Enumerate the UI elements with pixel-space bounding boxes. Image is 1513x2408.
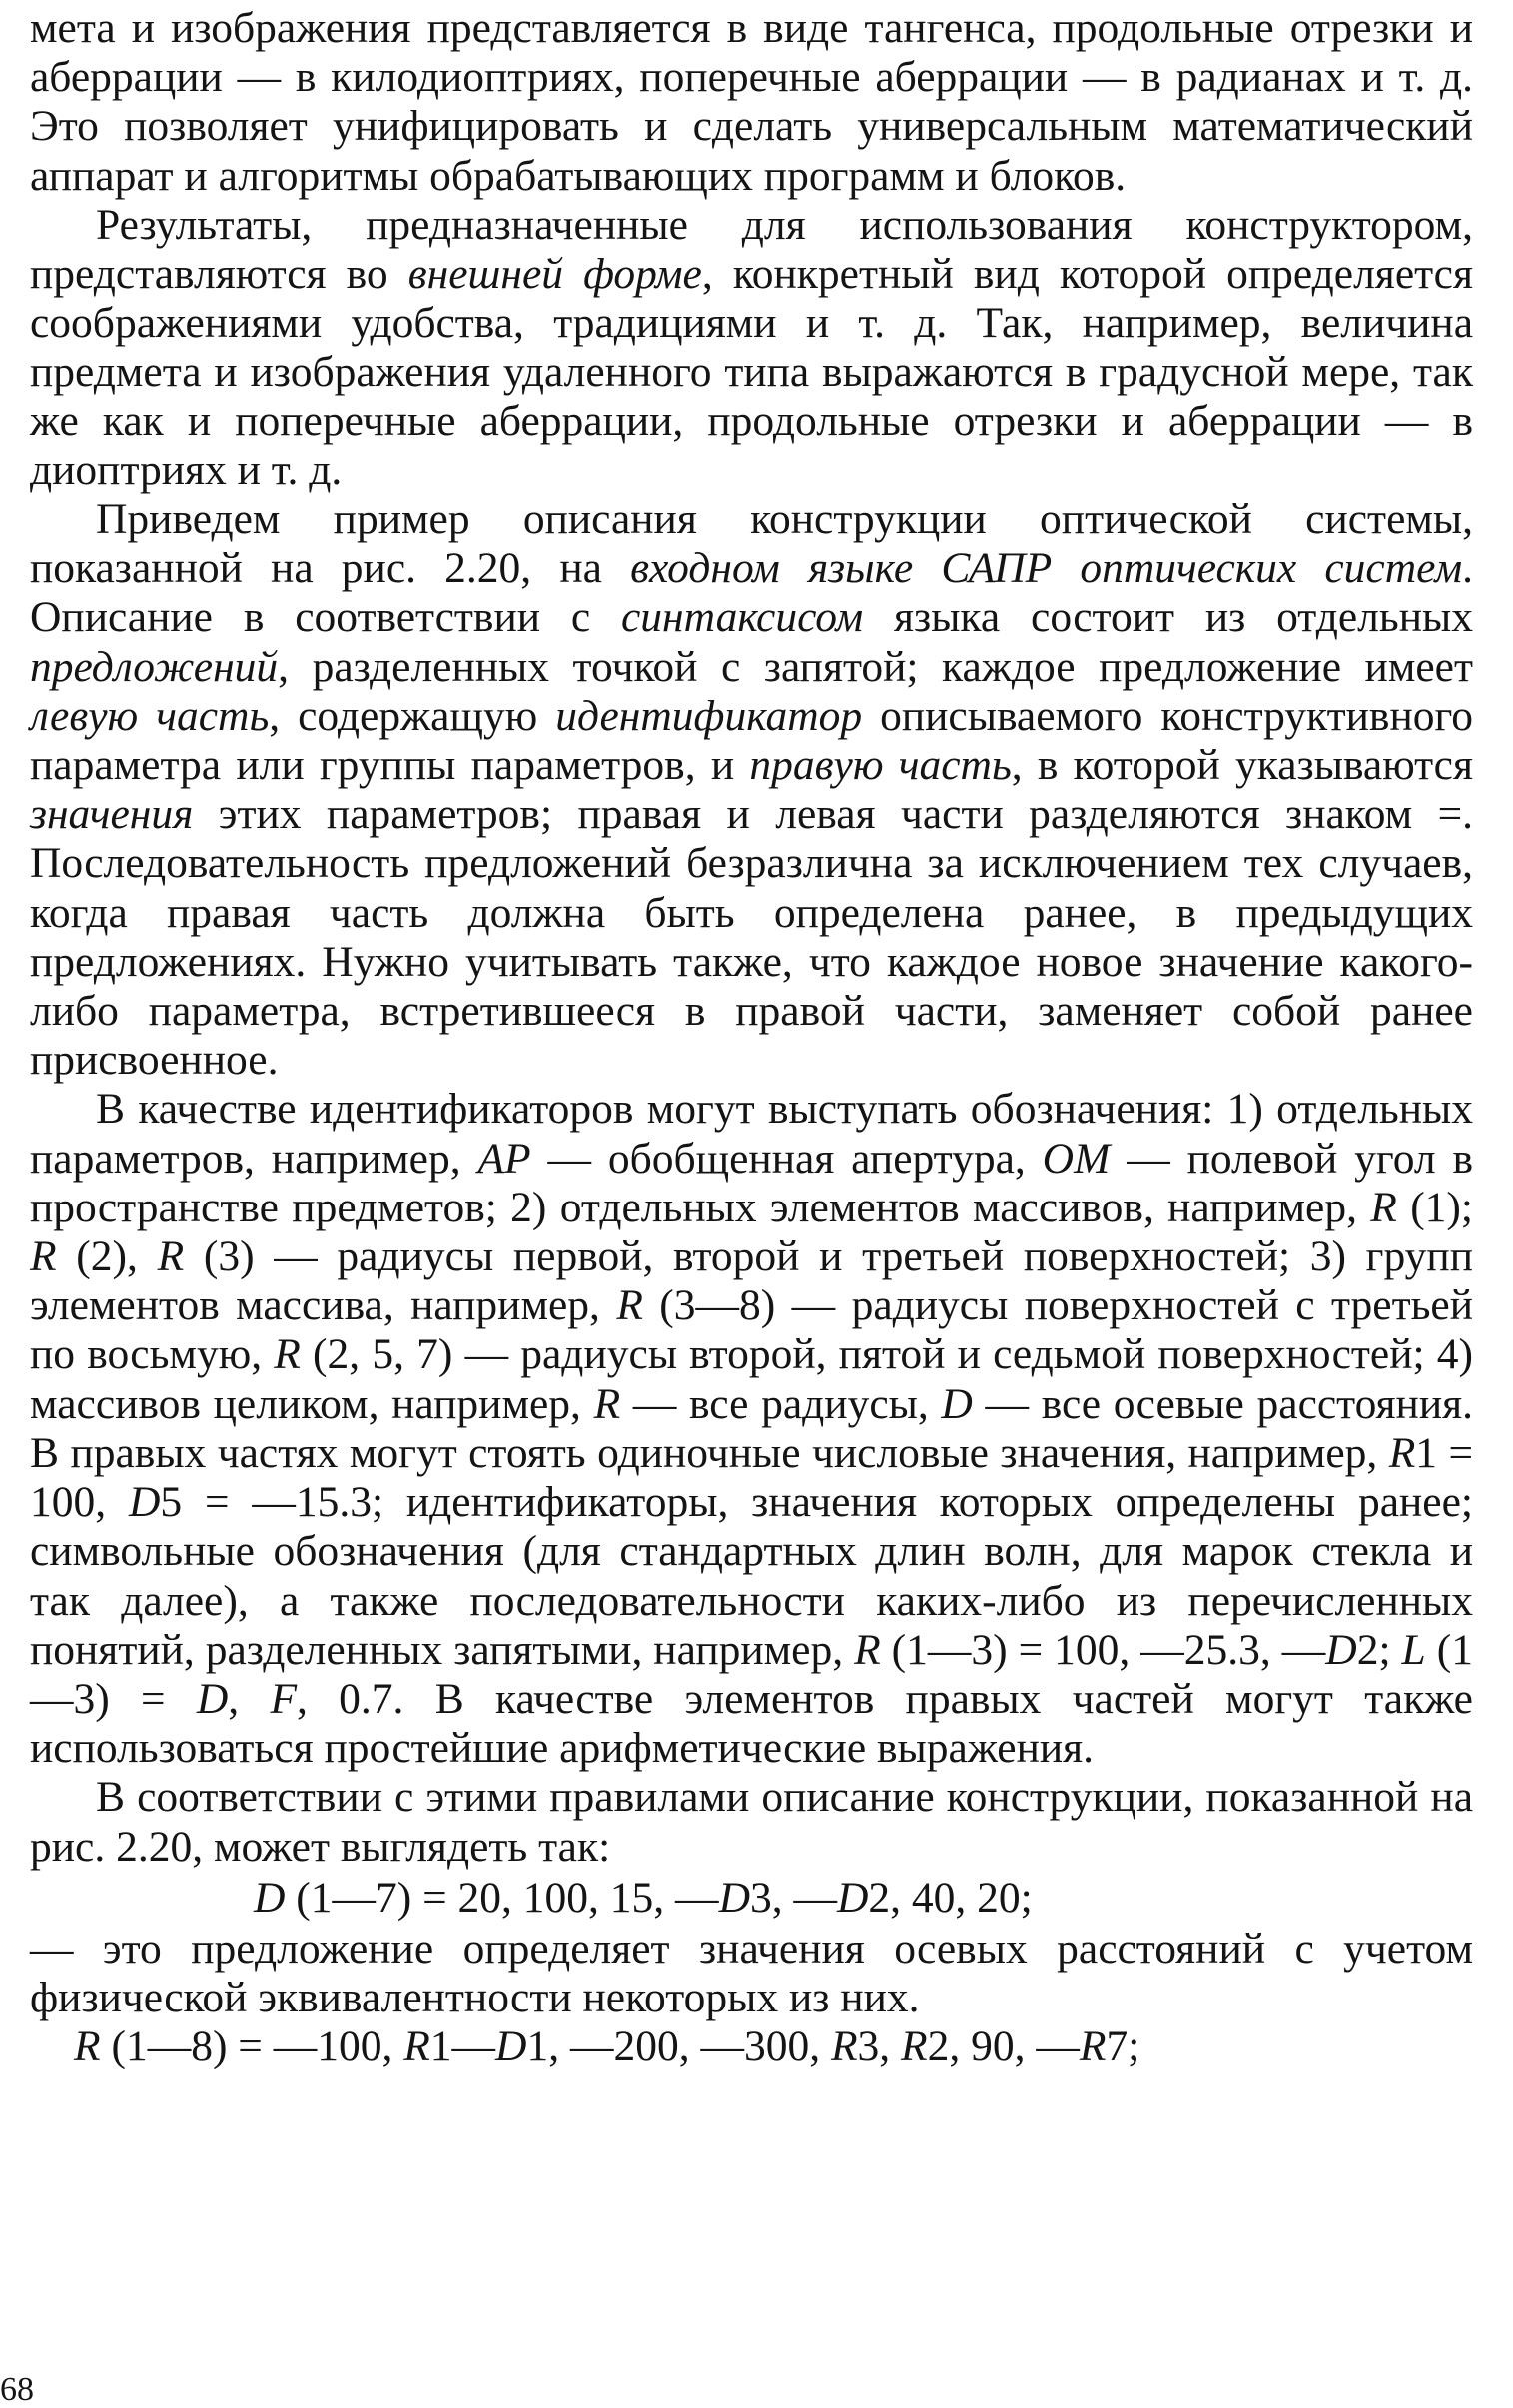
text-run: (3) — радиусы первой, второй и третьей поверхностей; 3) групп элементов массива, например, — [30, 1232, 1473, 1330]
text-run: (3—8) — радиусы поверхностей с третьей по восьмую, — [30, 1281, 1473, 1379]
formula-line — [30, 2022, 1473, 2071]
text-run: , разделенных точкой с запятой; каждое предложение имеет — [278, 642, 1473, 691]
italic-term: R — [854, 1625, 881, 1674]
italic-term: идентификатор — [555, 691, 863, 740]
italic-term: R — [30, 1232, 57, 1281]
italic-term: R — [1388, 1428, 1416, 1477]
italic-term: R — [1370, 1183, 1397, 1231]
text-run: этих параметров; правая и левая части разделяются знаком =. Последовательность предложений безразлична за исключением тех случаев, когда правая часть должна быть определена ранее, в предыдущих предложениях. Нужно учитывать также, что каждое новое значение какого-либо параметра, встретившееся в правой части, заменяет собой ранее присвоенное. — [30, 790, 1473, 1085]
text-run: языка состоит из отдельных — [863, 593, 1473, 642]
text-run: (1—3) = — [30, 1625, 1473, 1723]
text-run: , конкретный вид которой определяется соображениями удобства, традициями и т. д. Так, например, величина предмета и изображения удаленного типа выражаются в градусной мере, так же как и поперечные аберрации, продольные отрезки и аберрации — в диоптриях и т. д. — [30, 250, 1473, 494]
italic-term: AP — [477, 1134, 531, 1183]
text-run: 3, — — [749, 1873, 837, 1922]
text-run: 1— — [429, 2022, 496, 2071]
text-run: (2, 5, 7) — радиусы второй, пятой и седьмой поверхностей; 4) массивов целиком, например, — [30, 1330, 1473, 1428]
italic-term: R — [74, 2022, 101, 2071]
body-paragraph — [30, 1925, 1473, 2022]
text-run: 3, — [857, 2022, 902, 2071]
italic-term: R — [403, 2022, 430, 2071]
text-run: , в которой указываются — [1011, 741, 1473, 790]
text-run: (1—8) = —100, — [100, 2022, 404, 2071]
formula-line — [30, 1874, 1473, 1923]
text-run: 2, 90, — — [927, 2022, 1080, 2071]
italic-term: OM — [1042, 1134, 1111, 1183]
body-paragraph — [30, 4, 1473, 201]
italic-term: значения — [30, 790, 194, 839]
text-run: , содержащую — [269, 691, 556, 740]
italic-term: D — [836, 1873, 869, 1922]
text-run: 2; — [1356, 1625, 1402, 1674]
text-run: , — [228, 1674, 271, 1723]
italic-term: предложений — [30, 642, 279, 691]
text-run: Приведем пример описания конструкции оптической системы, показанной на рис. 2.20, на — [30, 495, 1473, 593]
italic-term: D — [1325, 1625, 1357, 1674]
italic-term: D — [718, 1873, 750, 1922]
body-paragraph — [30, 1773, 1473, 1871]
italic-term: левую часть — [30, 691, 270, 740]
text-run: (1); — [1396, 1183, 1473, 1231]
text-run: В соответствии с этими правилами описание конструкции, показанной на рис. 2.20, может выглядеть так: — [30, 1773, 1473, 1871]
italic-term: внешней форме — [407, 250, 702, 299]
page-text — [30, 4, 1473, 2072]
body-paragraph — [30, 201, 1473, 495]
italic-term: синтаксисом — [621, 593, 864, 642]
text-run: — полевой угол в пространстве предметов; 2) отдельных элементов массивов, например, — [30, 1134, 1473, 1231]
text-run: (1—7) = 20, 100, 15, — — [285, 1873, 719, 1922]
italic-term: R — [593, 1379, 621, 1428]
italic-term: D — [128, 1478, 161, 1527]
text-run: (1—3) = 100, —25.3, — — [880, 1625, 1326, 1674]
italic-term: R — [830, 2022, 858, 2071]
italic-term: R — [616, 1281, 643, 1330]
text-run: (2), — [56, 1232, 158, 1281]
text-run: Результаты, предназначенные для использования конструктором, представляются во — [30, 200, 1473, 299]
text-run: — все радиусы, — [620, 1379, 942, 1428]
text-run: 1 = 100, — [30, 1428, 1473, 1527]
body-paragraph — [30, 495, 1473, 1085]
italic-term: L — [1401, 1625, 1426, 1674]
text-run: — это предложение определяет значения осевых расстояний с учетом физической эквивалентности некоторых из них. — [30, 1924, 1473, 2022]
italic-term: входном языке САПР оптических систем — [630, 544, 1463, 593]
page-number: 68 — [0, 2371, 34, 2408]
text-run: 5 = —15.3; идентификаторы, значения которых определены ранее; символьные обозначения (для стандартных длин волн, для марок стекла и так далее), а также последовательности каких-либо из перечисленных понятий, разделенных запятыми, например, — [30, 1478, 1474, 1674]
text-run: 1, —200, —300, — [526, 2022, 831, 2071]
text-run: 2, 40, 20; — [868, 1873, 1033, 1922]
text-run: — все осевые расстояния. В правых частях могут стоять одиночные числовые значения, например, — [30, 1379, 1473, 1477]
italic-term: F — [270, 1674, 298, 1723]
text-run: мета и изображения представляется в виде тангенса, продольные отрезки и аберрации — в килодиоптриях, поперечные аберрации — в радианах и т. д. Это позволяет унифицировать и сделать универсальным математический аппарат и алгоритмы обрабатывающих программ и блоков. — [30, 4, 1473, 200]
italic-term: D — [196, 1674, 229, 1723]
italic-term: D — [495, 2022, 527, 2071]
text-run: — обобщенная апертура, — [530, 1134, 1043, 1183]
body-paragraph — [30, 1085, 1473, 1773]
text-run: . Описание в соответствии с — [30, 544, 1473, 642]
italic-term: D — [254, 1873, 286, 1922]
italic-term: R — [157, 1232, 185, 1281]
text-run: В качестве идентификаторов могут выступать обозначения: 1) отдельных параметров, например, — [30, 1085, 1473, 1183]
italic-term: D — [941, 1379, 973, 1428]
italic-term: правую часть — [749, 741, 1012, 790]
italic-term: R — [901, 2022, 928, 2071]
text-run: , 0.7. В качестве элементов правых частей могут также использоваться простейшие арифметические выражения. — [30, 1674, 1473, 1773]
text-run: описываемого конструктивного параметра или группы параметров, и — [30, 691, 1473, 790]
italic-term: R — [1079, 2022, 1107, 2071]
text-run: 7; — [1106, 2022, 1140, 2071]
italic-term: R — [274, 1330, 301, 1379]
